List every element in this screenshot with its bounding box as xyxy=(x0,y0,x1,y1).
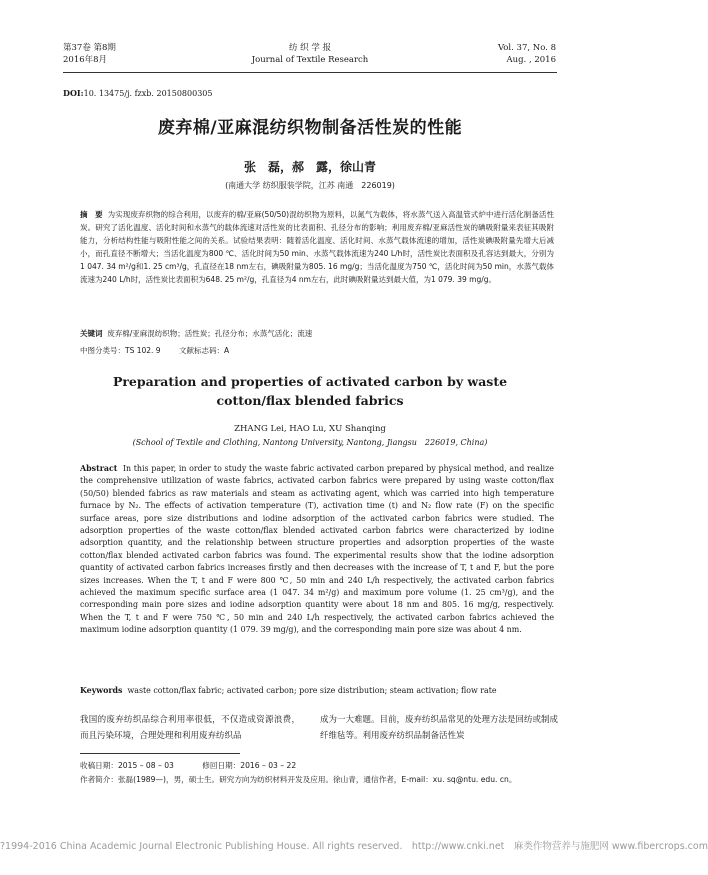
keywords-cn xyxy=(80,327,554,340)
classification-cn xyxy=(80,344,554,357)
abstract-cn-text: 为实现废弃织物的综合利用，以废弃的棉/亚麻(50/50)混纺织物为原料，以氮气为载体，将水蒸气送入高温管式炉中进行活化制备活性炭。研究了活化温度、活化时间和水蒸气的载体流速对活性炭的比表面积、孔径分布的影响；利用废弃棉/亚麻活性炭的碘吸附量来表征其吸附能力，分析结构性能与吸附性能之间的关系。试验结果表明：随着活化温度、活化时间、水蒸气载体流速的增加，活性炭碘吸附量先增大后减小，而孔直径不断增大；当活化温度为800 ℃、活化时间为50 min、水蒸气载体流速为240 L/h时，活性炭比表面积及孔容达到最大，分别为1 047. 34 m²/g和1. 25 cm³/g，孔直径在18 nm左右，碘吸附量为805. 16 mg/g；当活化温度为750 ℃，活化时间为50 min，水蒸气载体流速为240 L/h时，活性炭比表面积为648. 25 m²/g，孔直径为4 nm左右，此时碘吸附量达到最大值，为1 079. 39 mg/g。 xyxy=(80,210,555,284)
received-value: 2015 – 08 – 03 xyxy=(117,761,174,770)
abstract-cn-label: 摘 要 xyxy=(80,210,103,219)
abstract-cn xyxy=(80,208,554,286)
revised-value: 2016 – 03 – 22 xyxy=(240,761,297,770)
header-journal xyxy=(230,42,390,66)
journal-name-cn: 纺 织 学 报 xyxy=(288,43,332,53)
date-cn: 2016年8月 xyxy=(63,55,108,65)
revised-label: 修回日期： xyxy=(202,761,241,770)
article-title-en: Preparation and properties of activated carbon by waste cotton/flax blended fabrics xyxy=(112,374,508,408)
header-divider xyxy=(63,72,557,73)
body-text-column-2: 成为一大难题。目前，废弃纺织品常见的处理方法是回纺或制成纤维毡等。利用废弃纺织品制备活性炭 xyxy=(320,715,559,741)
volume-issue-cn: 第37卷 第8期 xyxy=(63,43,116,53)
header-volume-cn xyxy=(63,42,183,66)
footnote-divider xyxy=(80,753,240,754)
journal-name-en: Journal of Textile Research xyxy=(251,55,369,65)
doi-value: 10. 13475/j. fzxb. 20150800305 xyxy=(83,89,213,98)
clc-code xyxy=(80,346,161,355)
keywords-en-text: waste cotton/flax fabric; activated carbon; pore size distribution; steam activation; flow rate xyxy=(127,686,497,695)
authors-cn: 张 磊，郝 露，徐山青 xyxy=(243,160,376,174)
article-title-cn: 废弃棉/亚麻混纺织物制备活性炭的性能 xyxy=(157,118,463,138)
doi-label: DOI: xyxy=(63,88,84,98)
volume-issue-en: Vol. 37, No. 8 xyxy=(497,43,556,53)
footnote-author-info: 作者简介：张磊(1989—)，男，硕士生。研究方向为纺织材料开发及应用。徐山青，通信作者，E-mail：xu. sq@ntu. edu. cn。 xyxy=(80,775,517,784)
received-label: 收稿日期： xyxy=(80,761,118,770)
keywords-cn-text: 废弃棉/亚麻混纺织物；活性炭；孔径分布；水蒸气活化；流速 xyxy=(107,329,313,338)
footnote-dates xyxy=(80,760,558,772)
keywords-en xyxy=(80,685,554,697)
document-code xyxy=(179,346,229,355)
doi xyxy=(63,88,212,98)
date-en: Aug. , 2016 xyxy=(506,55,556,65)
body-text-column-1: 我国的废弃纺织品综合利用率很低，不仅造成资源浪费，而且污染环境，合理处理和利用废弃纺织品 xyxy=(80,715,300,741)
affiliation-en: (School of Textile and Clothing, Nantong University, Nantong, Jiangsu 226019, China) xyxy=(132,438,488,447)
doc-value: A xyxy=(223,346,230,355)
authors-en: ZHANG Lei, HAO Lu, XU Shanqing xyxy=(234,424,386,434)
affiliation-cn: (南通大学 纺织服装学院，江苏 南通 226019) xyxy=(225,181,395,190)
clc-value: TS 102. 9 xyxy=(125,346,161,355)
abstract-en xyxy=(80,463,554,637)
received-date xyxy=(80,761,174,770)
abstract-en-text: In this paper, in order to study the waste fabric activated carbon prepared by physical method, and realize the comprehensive utilization of waste fabrics, activated carbon fabrics were prepared by using waste cotton/flax (50/50) blended fabrics as raw materials and steam as activating agent, which was carried into high temperature furnace by N₂. The effects of activation temperature (T), activation time (t) and N₂ flow rate (F) on the specific surface areas, pore size distributions and iodine adsorption of the activated carbon fabrics were studied. The adsorption properties of the waste cotton/flax blended activated carbon fabrics were characterized by iodine adsorption quantity, and the relationship between structure properties and adsorption properties of the waste cotton/flax blended activated carbon fabrics was found. The experimental results show that the iodine adsorption quantity of activated carbon fabrics increases firstly and then decreases with the increase of T, t and F, but the pore sizes increases. When the T, t and F were 800 ℃, 50 min and 240 L/h respectively, the activated carbon fabrics achieved the maximum specific surface area (1 047. 34 m²/g) and maximum pore volume (1. 25 cm³/g), and the corresponding main pore sizes and iodine adsorption quantity were about 18 nm and 805. 16 mg/g, respectively. When the T, t and F were 750 ℃, 50 min and 240 L/h respectively, the activated carbon fabrics achieved the maximum iodine adsorption quantity (1 079. 39 mg/g), and the corresponding main pore size was about 4 nm. xyxy=(80,464,554,635)
abstract-en-label: Abstract xyxy=(80,464,118,473)
clc-label: 中图分类号： xyxy=(80,346,125,355)
header-volume-en xyxy=(436,42,556,66)
publisher-watermark: ?1994-2016 China Academic Journal Electronic Publishing House. All rights reserved. http://www.cnki.net 麻类作物营养与施肥网 www.fibercrops.com xyxy=(0,841,708,852)
keywords-en-label: Keywords xyxy=(80,686,123,695)
keywords-cn-label: 关键词 xyxy=(80,329,103,338)
revised-date xyxy=(202,761,296,770)
doc-label: 文献标志码： xyxy=(178,346,224,355)
